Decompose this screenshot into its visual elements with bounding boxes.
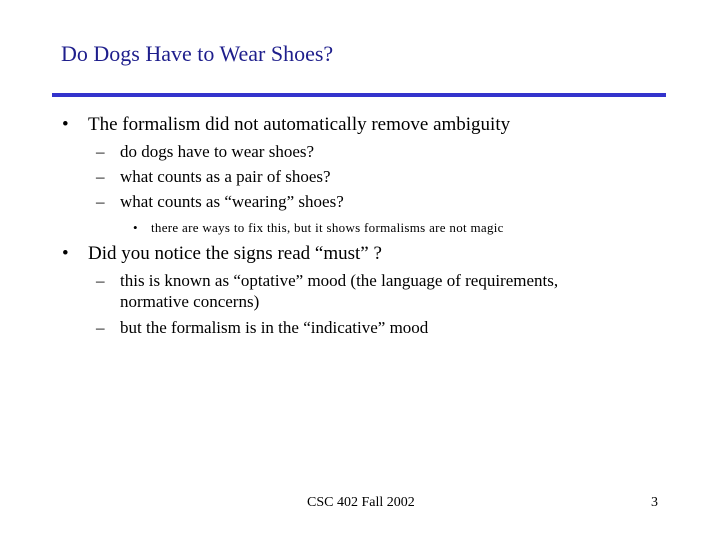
sub-item-continuation: normative concerns) bbox=[120, 292, 260, 311]
page-number: 3 bbox=[651, 495, 658, 510]
dash-marker: – bbox=[96, 192, 105, 211]
bullet-text: The formalism did not automatically remove ambiguity bbox=[88, 114, 511, 135]
bullet-marker-small: • bbox=[133, 220, 138, 235]
title-divider bbox=[52, 93, 666, 97]
dash-marker: – bbox=[96, 318, 105, 337]
sub-item: what counts as a pair of shoes? bbox=[120, 167, 331, 186]
sub-item: this is known as “optative” mood (the language of requirements, bbox=[120, 271, 559, 290]
bullet-text: Did you notice the signs read “must” ? bbox=[88, 243, 382, 264]
dash-marker: – bbox=[96, 271, 105, 290]
bullet-marker: • bbox=[62, 243, 69, 264]
sub-sub-item: there are ways to fix this, but it shows formalisms are not magic bbox=[151, 220, 504, 235]
sub-item: what counts as “wearing” shoes? bbox=[120, 192, 344, 211]
sub-item: do dogs have to wear shoes? bbox=[120, 142, 315, 161]
dash-marker: – bbox=[96, 142, 105, 161]
footer-course: CSC 402 Fall 2002 bbox=[307, 495, 415, 510]
slide-title: Do Dogs Have to Wear Shoes? bbox=[61, 41, 334, 66]
sub-item: but the formalism is in the “indicative” mood bbox=[120, 318, 429, 337]
bullet-marker: • bbox=[62, 114, 69, 135]
dash-marker: – bbox=[96, 167, 105, 186]
